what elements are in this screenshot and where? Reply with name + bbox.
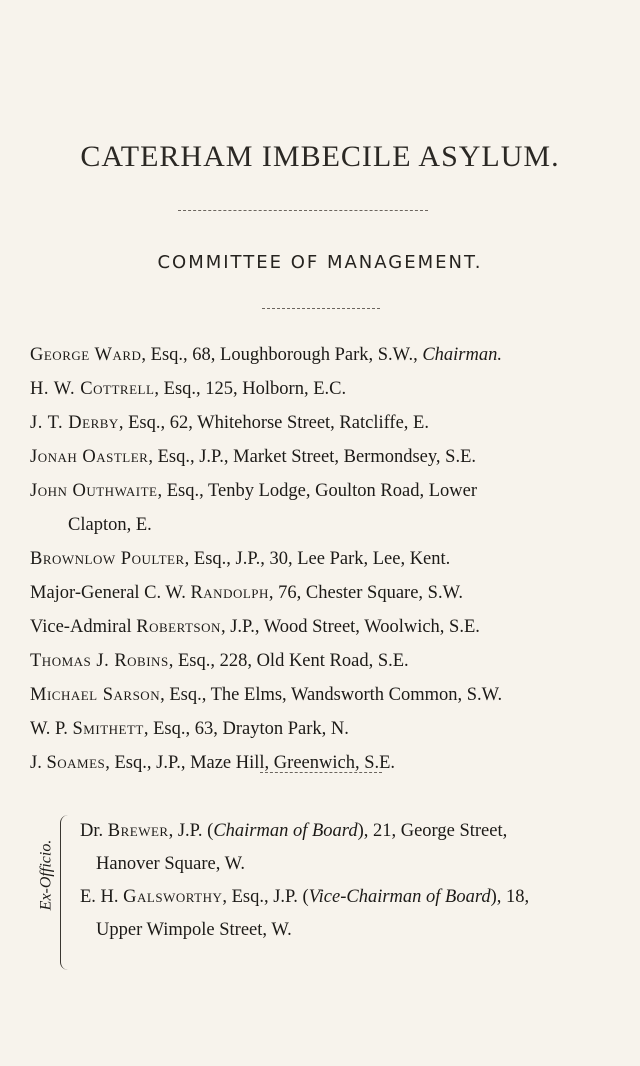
member-name: J. T. Derby	[30, 413, 119, 433]
section-heading: COMMITTEE OF MANAGEMENT.	[157, 252, 483, 273]
committee-member	[80, 881, 635, 914]
committee-member	[30, 644, 626, 678]
member-details: , Esq., 125, Holborn, E.C.	[154, 379, 347, 399]
member-role: Chairman of Board	[213, 821, 358, 841]
committee-member	[30, 474, 626, 508]
member-name: H. W. Cottrell	[30, 379, 155, 399]
member-name: Galsworthy	[123, 887, 223, 907]
committee-member	[30, 610, 626, 644]
ex-officio-section	[30, 815, 630, 977]
member-details: , J.P. (	[168, 821, 214, 841]
ex-officio-member-list	[80, 815, 635, 947]
member-address-continued: Upper Wimpole Street, W.	[96, 920, 292, 940]
member-details: , Esq., The Elms, Wandsworth Common, S.W.	[160, 685, 503, 705]
committee-member	[30, 542, 626, 576]
member-prefix: Dr.	[80, 821, 108, 841]
member-details: , Esq., 68, Loughborough Park, S.W.,	[141, 345, 423, 365]
member-name: Robertson	[136, 617, 221, 637]
committee-member	[30, 338, 626, 372]
member-name: Soames	[46, 753, 106, 773]
committee-member-list	[30, 338, 626, 780]
ex-officio-divider	[260, 772, 382, 773]
member-prefix: E. H.	[80, 887, 124, 907]
member-details: , Esq., J.P. (	[222, 887, 309, 907]
member-continuation-line	[30, 508, 626, 542]
committee-member	[30, 406, 626, 440]
member-name: Randolph	[190, 583, 269, 603]
member-role: Chairman.	[422, 345, 502, 365]
member-details: , Esq., 63, Drayton Park, N.	[143, 719, 349, 739]
committee-member	[30, 678, 626, 712]
heading-divider	[262, 308, 380, 309]
member-details-after: ), 18,	[490, 887, 530, 907]
member-address-continued: Hanover Square, W.	[96, 854, 245, 874]
member-name: George Ward	[30, 345, 142, 365]
member-details: , Esq., 228, Old Kent Road, S.E.	[168, 651, 409, 671]
page-title: CATERHAM IMBECILE ASYLUM.	[80, 140, 560, 173]
member-name: Brewer	[107, 821, 169, 841]
committee-member	[30, 712, 626, 746]
member-details: , 76, Chester Square, S.W.	[268, 583, 463, 603]
committee-member	[30, 440, 626, 474]
member-address-continued: Clapton, E.	[68, 515, 152, 535]
committee-member	[30, 576, 626, 610]
member-name: John Outhwaite	[30, 481, 158, 501]
member-name: Michael Sarson	[30, 685, 161, 705]
committee-member	[80, 815, 635, 848]
member-continuation-line	[80, 914, 635, 947]
member-name: Thomas J. Robins	[30, 651, 169, 671]
brace-bracket	[60, 815, 69, 970]
member-name: Smithett	[72, 719, 144, 739]
member-details: , J.P., Wood Street, Woolwich, S.E.	[220, 617, 480, 637]
committee-member	[30, 372, 626, 406]
title-divider	[178, 210, 428, 211]
member-details: , Esq., 62, Whitehorse Street, Ratcliffe, E.	[118, 413, 429, 433]
ex-officio-label: Ex-Officio.	[37, 839, 55, 911]
member-prefix: J.	[30, 753, 47, 773]
member-continuation-line	[80, 848, 635, 881]
member-details: , Esq., J.P., 30, Lee Park, Lee, Kent.	[184, 549, 451, 569]
member-role: Vice-Chairman of Board	[308, 887, 491, 907]
member-prefix: Major-General C. W.	[30, 583, 191, 603]
member-prefix: W. P.	[30, 719, 73, 739]
member-details: , Esq., Tenby Lodge, Goulton Road, Lower	[157, 481, 477, 501]
member-prefix: Vice-Admiral	[30, 617, 137, 637]
member-name: Jonah Oastler	[30, 447, 149, 467]
member-name: Brownlow Poulter	[30, 549, 185, 569]
member-details: , Esq., J.P., Maze Hill, Greenwich, S.E.	[105, 753, 396, 773]
member-details-after: ), 21, George Street,	[357, 821, 508, 841]
member-details: , Esq., J.P., Market Street, Bermondsey, S.E.	[148, 447, 477, 467]
committee-member	[30, 746, 626, 780]
